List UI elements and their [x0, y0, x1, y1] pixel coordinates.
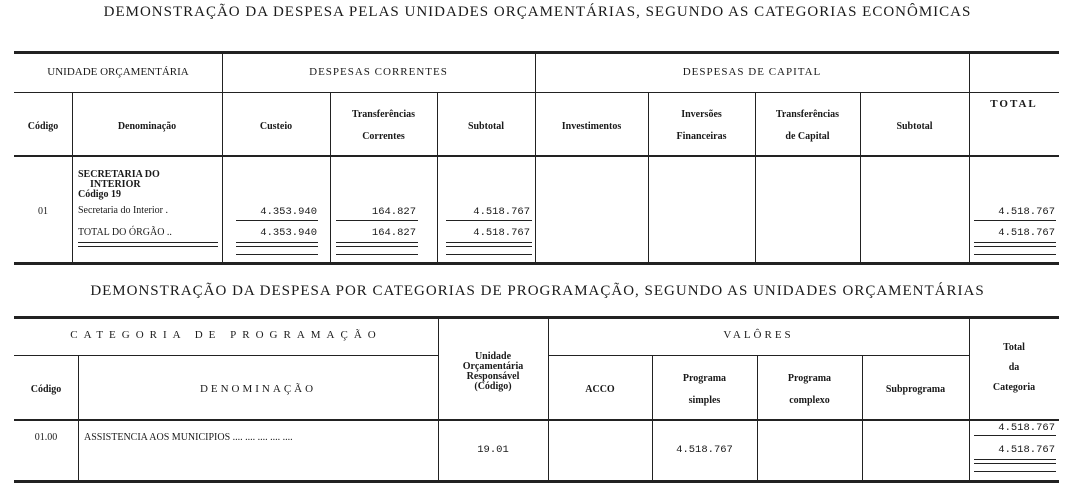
header-unidade: UNIDADE ORÇAMENTÁRIA [47, 66, 189, 78]
rule [974, 463, 1056, 464]
rule [14, 92, 1059, 93]
rule [78, 242, 218, 243]
table2-title: DEMONSTRAÇÃO DA DESPESA POR CATEGORIAS DE PROGRAMAÇÃO, SEGUNDO AS UNIDADES ORÇAMENTÁRIAS [90, 283, 985, 299]
header-subtotal: Subtotal [467, 121, 505, 132]
col-divider [535, 54, 536, 262]
rule [236, 242, 318, 243]
rule [236, 220, 318, 221]
header-codigo: Código [27, 121, 59, 132]
rule [236, 246, 318, 247]
header-total: da [1008, 362, 1020, 373]
row-total: 4.518.767 [998, 444, 1055, 456]
rule [336, 242, 418, 243]
col-divider [862, 356, 863, 480]
header-subtotal-capital: Subtotal [896, 121, 933, 132]
row-programa-simples: 4.518.767 [676, 444, 733, 456]
rule [336, 220, 418, 221]
header-correntes: DESPESAS CORRENTES [309, 66, 448, 78]
header-investimentos: Investimentos [561, 121, 622, 132]
row-codigo: 01.00 [34, 432, 58, 443]
header-valores: VALÔRES [723, 329, 794, 341]
rule [548, 355, 969, 356]
row-subtotal: 4.518.767 [473, 227, 530, 239]
header-unidade: Responsável [466, 371, 520, 382]
rule [446, 220, 532, 221]
header-unidade: Orçamentária [462, 361, 524, 372]
rule [336, 246, 418, 247]
rule [974, 254, 1056, 255]
rule [14, 419, 1059, 421]
header-transf-capital: de Capital [785, 131, 830, 142]
header-programa-complexo: complexo [789, 395, 830, 406]
rule [974, 471, 1056, 472]
col-divider [860, 93, 861, 262]
header-inversoes: Inversões [681, 109, 722, 120]
rule [446, 254, 532, 255]
header-transf-correntes: Transferências [351, 109, 416, 120]
header-codigo: Código [30, 384, 62, 395]
row-unidade: 19.01 [477, 444, 509, 456]
row-codigo: 01 [38, 206, 48, 217]
header-transf-correntes: Correntes [362, 131, 405, 142]
rule [974, 220, 1056, 221]
rule [236, 254, 318, 255]
row-total: 4.518.767 [998, 422, 1055, 434]
rule [974, 459, 1056, 460]
header-unidade: Unidade [474, 351, 512, 362]
header-acco: ACCO [585, 384, 615, 395]
col-divider [548, 319, 549, 480]
rule [974, 246, 1056, 247]
row-subtotal: 4.518.767 [473, 206, 530, 218]
row-transf: 164.827 [371, 227, 416, 239]
group-line: INTERIOR [90, 179, 141, 190]
rule [336, 254, 418, 255]
rule [446, 246, 532, 247]
rule [14, 262, 1059, 265]
header-subprograma: Subprograma [885, 384, 946, 395]
header-custeio: Custeio [259, 121, 293, 132]
header-total: Total [1003, 342, 1025, 353]
row-total: 4.518.767 [998, 206, 1055, 218]
row-denominacao: Secretaria do Interior . [78, 205, 168, 216]
header-inversoes: Financeiras [676, 131, 727, 142]
header-unidade: (Código) [474, 381, 512, 392]
header-transf-capital: Transferências [775, 109, 840, 120]
header-categoria: CATEGORIA DE PROGRAMAÇÃO [70, 329, 382, 341]
header-total: Categoria [992, 382, 1036, 393]
rule [78, 246, 218, 247]
col-divider [78, 356, 79, 480]
rule [14, 316, 1059, 319]
header-denominacao: Denominação [117, 121, 177, 132]
rule [974, 435, 1056, 436]
col-divider [72, 93, 73, 262]
header-programa-complexo: Programa [787, 373, 832, 384]
rule [446, 242, 532, 243]
row-custeio: 4.353.940 [260, 206, 317, 218]
group-line: SECRETARIA DO [78, 169, 160, 180]
row-transf: 164.827 [371, 206, 416, 218]
row-denominacao: TOTAL DO ÓRGÃO .. [78, 227, 172, 238]
row-denominacao: ASSISTENCIA AOS MUNICIPIOS .... .... .... .... .... [84, 432, 293, 443]
header-capital: DESPESAS DE CAPITAL [682, 66, 822, 78]
header-programa-simples: Programa [682, 373, 727, 384]
rule [14, 51, 1059, 54]
rule [974, 242, 1056, 243]
row-custeio: 4.353.940 [260, 227, 317, 239]
rule [14, 155, 1059, 157]
group-line: Código 19 [78, 189, 122, 200]
header-total: TOTAL [990, 98, 1038, 110]
header-programa-simples: simples [688, 395, 721, 406]
header-denominacao: DENOMINAÇÃO [199, 383, 317, 395]
row-total: 4.518.767 [998, 227, 1055, 239]
rule [14, 480, 1059, 483]
table1-title: DEMONSTRAÇÃO DA DESPESA PELAS UNIDADES ORÇAMENTÁRIAS, SEGUNDO AS CATEGORIAS ECONÔMICAS [103, 4, 972, 20]
